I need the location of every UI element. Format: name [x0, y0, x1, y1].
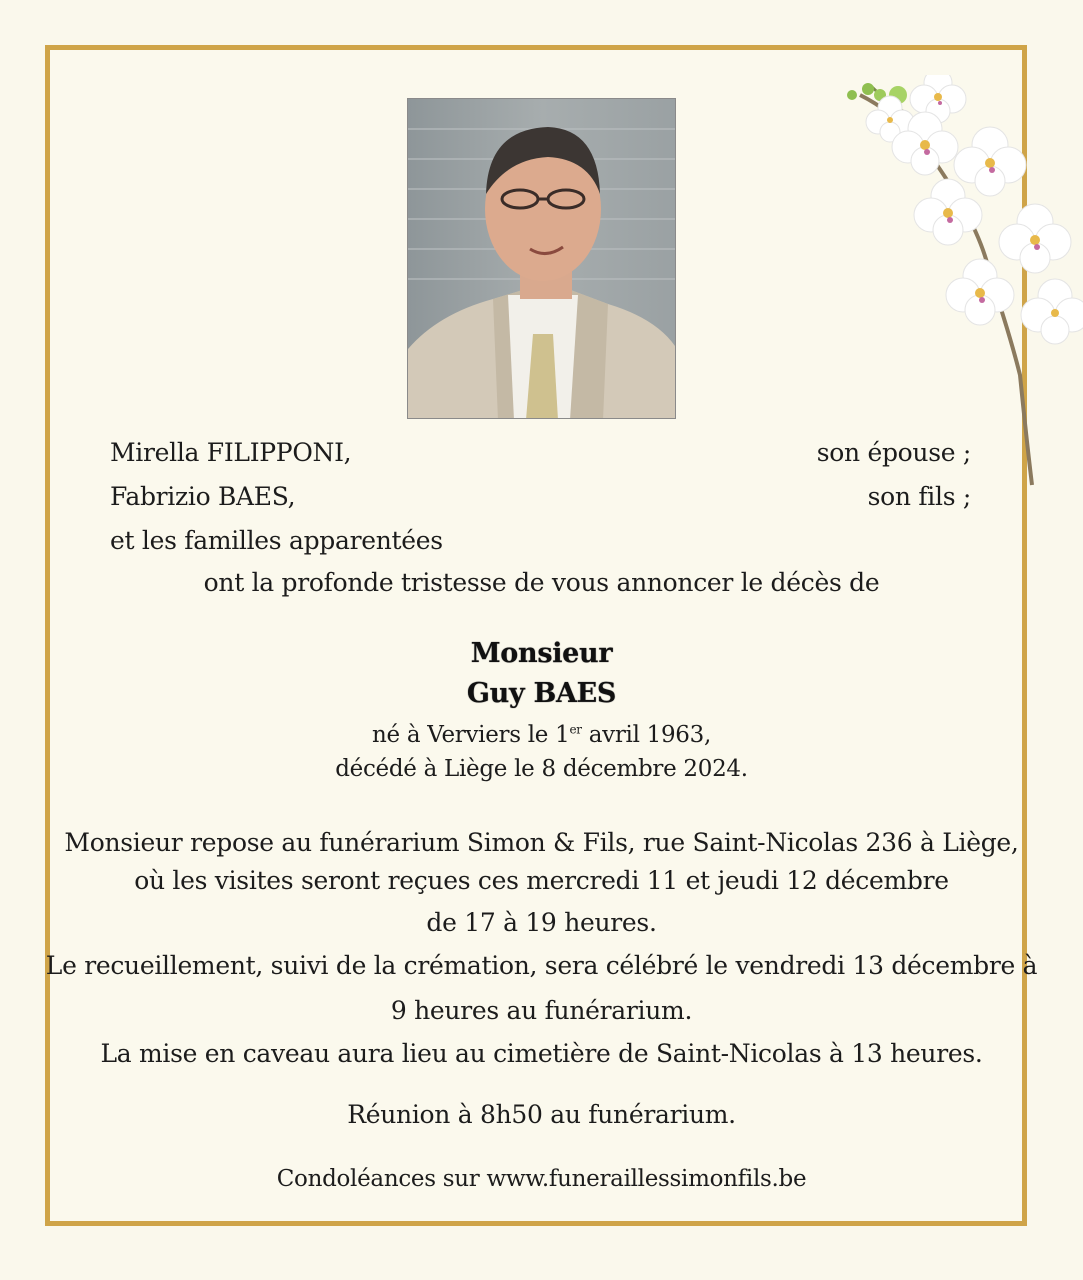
portrait-photo: [407, 98, 676, 419]
condolences-text[interactable]: Condoléances sur www.funeraillessimonfils.be: [276, 1166, 807, 1192]
detail-line-4: Le recueillement, suivi de la crémation, sera célébré le vendredi 13 décembre à: [45, 951, 1038, 980]
orchid-decoration: [840, 75, 1083, 495]
death-line: décédé à Liège le 8 décembre 2024.: [335, 756, 748, 782]
reunion-text: Réunion à 8h50 au funérarium.: [347, 1100, 736, 1129]
birth-superscript: er: [569, 722, 582, 737]
deceased-title: Monsieur: [470, 638, 613, 669]
detail-line-2: où les visites seront reçues ces mercredi 11 et jeudi 12 décembre: [134, 866, 949, 895]
families-line: et les familles apparentées: [110, 526, 443, 555]
deceased-name: Guy BAES: [466, 678, 617, 709]
detail-line-1: Monsieur repose au funérarium Simon & Fils, rue Saint-Nicolas 236 à Liège,: [64, 828, 1019, 857]
detail-line-5: 9 heures au funérarium.: [390, 996, 693, 1025]
family-member-1-name: Mirella FILIPPONI,: [110, 438, 352, 467]
birth-line: [0, 722, 1083, 748]
family-member-2-name: Fabrizio BAES,: [110, 482, 296, 511]
announcement-text: ont la profonde tristesse de vous annoncer le décès de: [203, 568, 880, 597]
detail-line-6: La mise en caveau aura lieu au cimetière de Saint-Nicolas à 13 heures.: [100, 1039, 983, 1068]
birth-prefix: né à Verviers le 1: [372, 722, 570, 748]
family-member-2-relation: son fils ;: [867, 482, 971, 511]
detail-line-3: de 17 à 19 heures.: [426, 908, 657, 937]
birth-suffix: avril 1963,: [581, 722, 711, 748]
family-member-1-relation: son épouse ;: [816, 438, 971, 467]
